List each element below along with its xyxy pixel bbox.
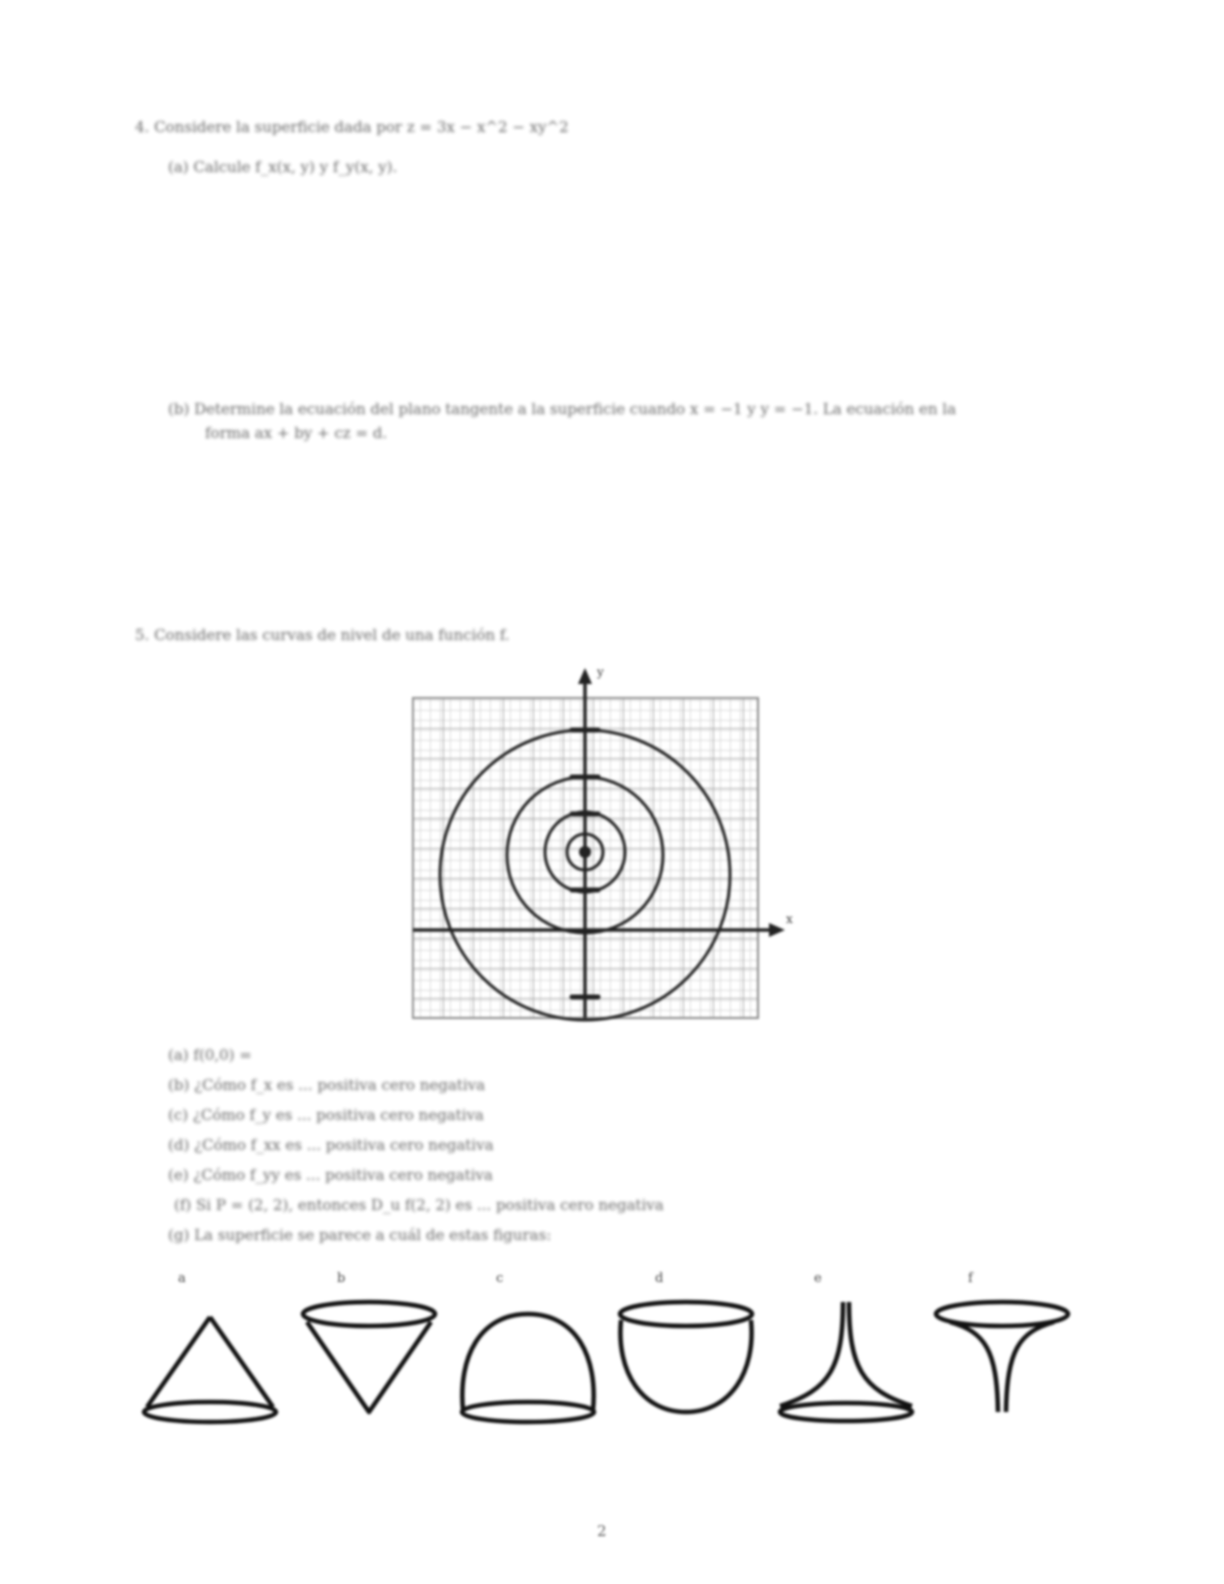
problem-4-part-b-line-1: (b) Determine la ecuación del plano tangente a la superficie cuando x = −1 y y = −1. La ecuación en la	[168, 400, 957, 418]
shape-label-a: a	[178, 1271, 186, 1286]
problem-5-part-c: (c) ¿Cómo f_y es ... positiva cero negativa	[168, 1106, 484, 1124]
center-point	[579, 846, 591, 858]
x-axis-arrow	[769, 923, 785, 937]
problem-5-part-e: (e) ¿Cómo f_yy es ... positiva cero negativa	[168, 1166, 493, 1184]
shape-label-f: f	[968, 1271, 973, 1286]
problem-5-part-f: (f) Si P = (2, 2), entonces D_u f(2, 2) es ... positiva cero negativa	[174, 1196, 664, 1214]
y-axis-label: y	[597, 665, 604, 679]
shape-label-d: d	[655, 1271, 664, 1286]
x-axis-label: x	[786, 912, 793, 926]
shape-a-cone	[144, 1317, 276, 1422]
problem-4-intro: 4. Considere la superficie dada por z = 3x − x^2 − xy^2	[135, 118, 569, 136]
shape-e-spike	[780, 1302, 912, 1421]
shape-f-funnel	[936, 1302, 1068, 1412]
problem-5-part-a: (a) f(0,0) =	[168, 1046, 252, 1064]
y-axis-arrow	[578, 668, 592, 684]
problem-5-part-d: (d) ¿Cómo f_xx es ... positiva cero negativa	[168, 1136, 494, 1154]
problem-4-part-a: (a) Calcule f_x(x, y) y f_y(x, y).	[168, 158, 398, 176]
shape-b-inverted-cone	[303, 1302, 435, 1412]
problem-5-part-g: (g) La superficie se parece a cuál de estas figuras:	[168, 1226, 552, 1244]
shape-label-e: e	[814, 1271, 822, 1286]
problem-5-intro: 5. Considere las curvas de nivel de una función f.	[135, 626, 510, 644]
page-number: 2	[597, 1522, 607, 1540]
shape-d-bowl	[620, 1302, 752, 1412]
surface-shapes	[130, 1262, 1090, 1442]
problem-4-part-b-line-2: forma ax + by + cz = d.	[205, 424, 388, 442]
shape-c-dome	[462, 1314, 594, 1422]
shape-label-c: c	[496, 1271, 504, 1286]
contour-plot	[400, 660, 820, 1030]
problem-5-part-b: (b) ¿Cómo f_x es ... positiva cero negativa	[168, 1076, 486, 1094]
shape-label-b: b	[337, 1271, 346, 1286]
